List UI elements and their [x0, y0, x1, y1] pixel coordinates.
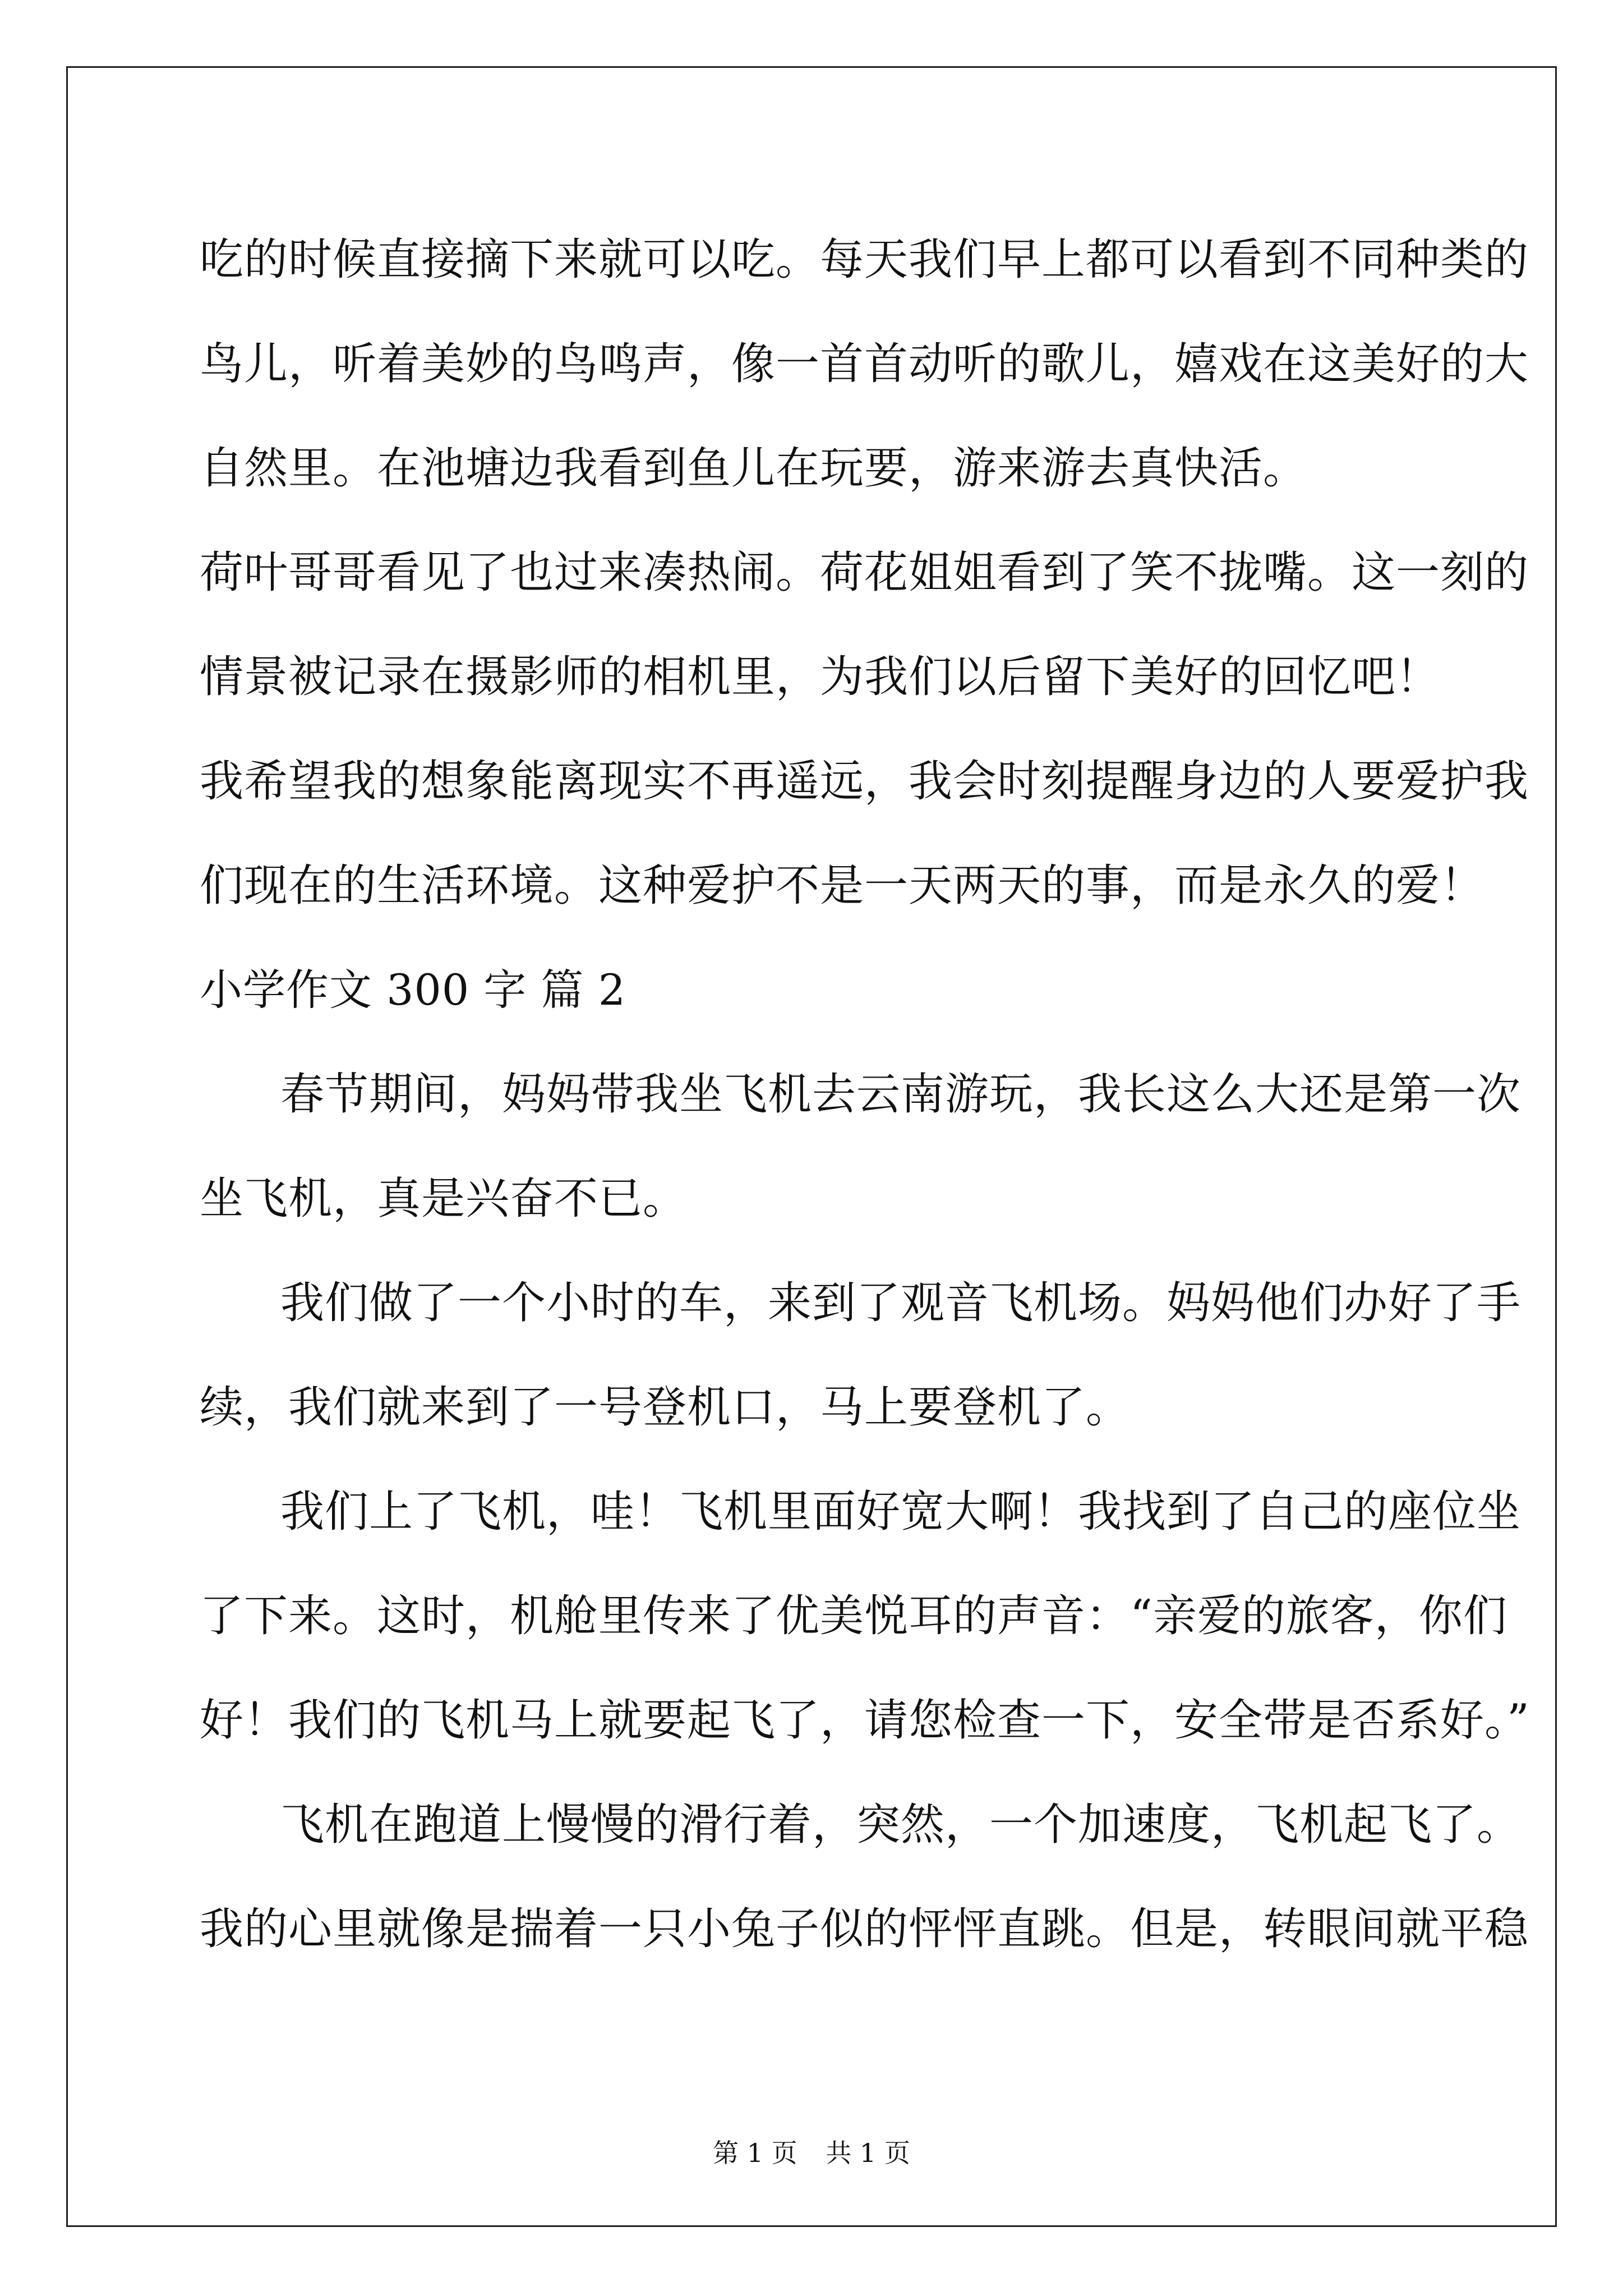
- page-number-total: 共 1 页: [826, 2138, 910, 2168]
- document-body: [200, 208, 1530, 1981]
- page-footer: [0, 2136, 1623, 2170]
- text-line: 了下来。这时，机舱里传来了优美悦耳的声音：“亲爱的旅客，你们: [200, 1591, 1507, 1641]
- text-line: 鸟儿，听着美妙的鸟鸣声，像一首首动听的歌儿，嬉戏在这美好的大: [200, 339, 1529, 389]
- text-line: 吃的时候直接摘下来就可以吃。每天我们早上都可以看到不同种类的: [200, 234, 1529, 285]
- text-line: 坐飞机，真是兴奋不已。: [200, 1174, 688, 1224]
- text-line: 我们上了飞机，哇！飞机里面好宽大啊！我找到了自己的座位坐: [280, 1487, 1521, 1537]
- text-line: 春节期间，妈妈带我坐飞机去云南游玩，我长这么大还是第一次: [280, 1069, 1521, 1120]
- text-line: 好！我们的飞机马上就要起飞了，请您检查一下，安全带是否系好。”: [200, 1695, 1530, 1746]
- text-line: 我们做了一个小时的车，来到了观音飞机场。妈妈他们办好了手: [280, 1278, 1521, 1328]
- text-line: 荷叶哥哥看见了也过来凑热闹。荷花姐姐看到了笑不拢嘴。这一刻的: [200, 547, 1529, 598]
- text-line: 我的心里就像是揣着一只小兔子似的怦怦直跳。但是，转眼间就平稳: [200, 1904, 1529, 1954]
- text-line: 情景被记录在摄影师的相机里，为我们以后留下美好的回忆吧！: [200, 652, 1441, 702]
- text-line: 续，我们就来到了一号登机口，马上要登机了。: [200, 1382, 1131, 1433]
- text-line: 我希望我的想象能离现实不再遥远，我会时刻提醒身边的人要爱护我: [200, 756, 1529, 807]
- section-heading: 小学作文 300 字 篇 2: [200, 965, 626, 1015]
- text-line: 们现在的生活环境。这种爱护不是一天两天的事，而是永久的爱！: [200, 861, 1485, 911]
- text-line: 飞机在跑道上慢慢的滑行着，突然，一个加速度，飞机起飞了。: [280, 1800, 1521, 1850]
- text-line: 自然里。在池塘边我看到鱼儿在玩要，游来游去真快活。: [200, 443, 1308, 494]
- page-number-current: 第 1 页: [713, 2138, 797, 2168]
